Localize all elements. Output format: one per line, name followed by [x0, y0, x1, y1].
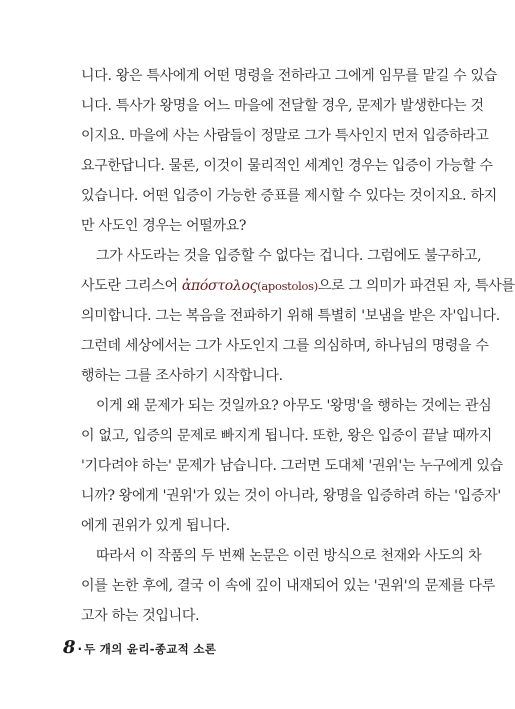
transliteration: (apostolos) [257, 279, 318, 293]
body-line: 니다. 특사가 왕명을 어느 마을에 전달할 경우, 문제가 발생한다는 것 [81, 98, 484, 114]
body-line: 이지요. 마을에 사는 사람들이 정말로 그가 특사인지 먼저 입증하라고 [81, 128, 489, 144]
body-line: 이를 논한 후에, 결국 이 속에 깊이 내재되어 있는 '권위'의 문제를 다루 [81, 578, 495, 594]
body-line: 에게 권위가 있게 됩니다. [81, 518, 230, 534]
page-number: 8 [63, 637, 76, 658]
body-line: 행하는 그를 조사하기 시작합니다. [81, 368, 283, 384]
body-line: 이게 왜 문제가 되는 것일까요? 아무도 '왕명'을 행하는 것에는 관심 [96, 398, 492, 414]
body-line: 그런데 세상에서는 그가 사도인지 그를 의심하며, 하나님의 명령을 수 [81, 338, 489, 354]
body-line: 이 없고, 입증의 문제로 빠지게 됩니다. 또한, 왕은 입증이 끝날 때까지 [81, 428, 492, 444]
body-line: 의미합니다. 그는 복음을 전파하기 위해 특별히 '보냄을 받은 자'입니다. [81, 308, 500, 324]
body-line: 만 사도인 경우는 어떨까요? [81, 218, 247, 234]
body-line: '기다려야 하는' 문제가 남습니다. 그러면 도대체 '권위'는 누구에게 있습 [81, 458, 503, 474]
body-line: 있습니다. 어떤 입증이 가능한 증표를 제시할 수 있다는 것이지요. 하지 [81, 188, 497, 204]
page-footer [63, 636, 216, 660]
body-line: 니까? 왕에게 '권위'가 있는 것이 아니라, 왕명을 입증하려 하는 '입증자' [81, 488, 501, 504]
greek-word: ἀπόστολος [181, 278, 258, 294]
greek-tail-text: 으로 그 의미가 파견된 자, 특사를 [317, 278, 515, 294]
footer-separator: · [77, 642, 83, 656]
body-line-greek [81, 272, 515, 300]
greek-lead-text: 사도란 그리스어 [81, 278, 182, 294]
body-line: 요구한답니다. 물론, 이것이 물리적인 세계인 경우는 입증이 가능할 수 [81, 158, 493, 174]
body-line: 따라서 이 작품의 두 번째 논문은 이런 방식으로 천재와 사도의 차 [96, 548, 482, 564]
body-line: 고자 하는 것입니다. [81, 608, 200, 624]
body-line: 니다. 왕은 특사에게 어떤 명령을 전하라고 그에게 임무를 맡길 수 있습 [81, 68, 497, 84]
body-line: 그가 사도라는 것을 입증할 수 없다는 겁니다. 그럼에도 불구하고, [96, 248, 482, 264]
running-title: 두 개의 윤리-종교적 소론 [84, 642, 217, 656]
